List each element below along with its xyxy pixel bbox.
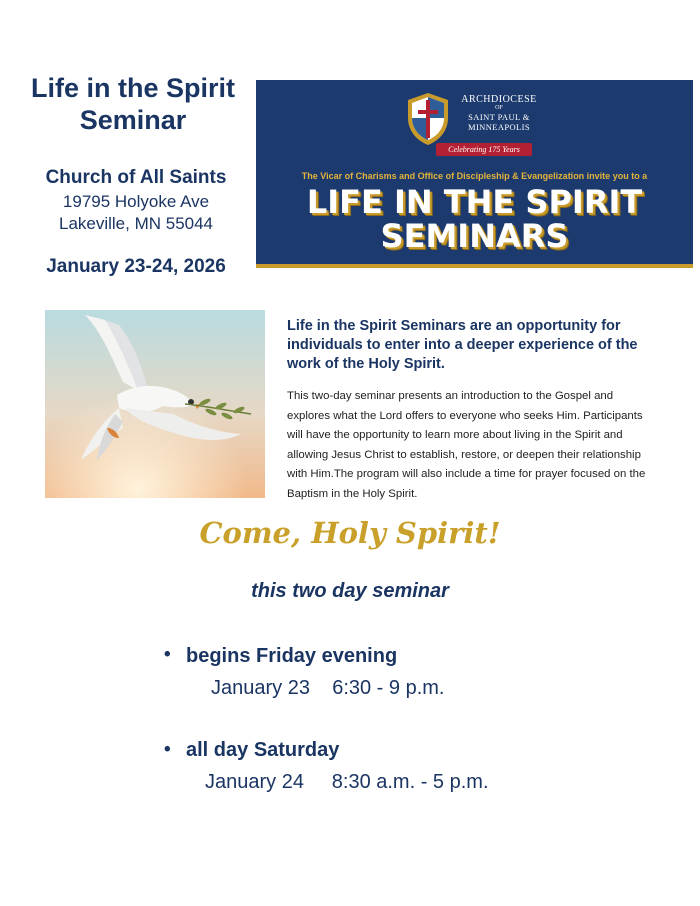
page-title <box>0 72 266 136</box>
dove-icon <box>45 310 265 498</box>
event-date: January 23-24, 2026 <box>46 256 226 277</box>
archdiocese-crest-icon <box>406 92 450 146</box>
archdiocese-name: ARCHDIOCESE OF SAINT PAUL & MINNEAPOLIS <box>461 94 537 132</box>
bullet-icon: • <box>164 644 171 665</box>
friday-hours: 6:30 - 9 p.m. <box>332 677 445 699</box>
address-line-1: 19795 Holyoke Ave <box>62 192 210 211</box>
schedule-item-saturday-time <box>205 769 489 795</box>
invitation-line: The Vicar of Charisms and Office of Discipleship & Evangelization invite you to a <box>301 171 648 181</box>
banner-headline-line-1: LIFE IN THE SPIRIT <box>306 183 643 221</box>
saturday-date: January 24 <box>205 771 304 793</box>
saturday-hours: 8:30 a.m. - 5 p.m. <box>331 771 489 793</box>
schedule-item-saturday-label: all day Saturday <box>186 739 340 761</box>
description-lead: Life in the Spirit Seminars are an opportunity for individuals to enter into a deeper experience of the work of the Holy Spirit. <box>287 318 638 372</box>
tagline: Come, Holy Spirit! <box>199 516 501 550</box>
title-line-1: Life in the Spirit <box>30 73 235 103</box>
schedule-item-friday-label: begins Friday evening <box>186 645 398 667</box>
schedule-item-friday-time <box>211 675 444 701</box>
address-line-2: Lakeville, MN 55044 <box>58 214 214 233</box>
description-body: This two-day seminar presents an introduction to the Gospel and explores what the Lord offers to everyone who seeks Him. Participants will have the opportunity to learn more about living in the Spirit and allowing Jesus Christ to establish, restore, or deepen their relationship with Him.The program will also include a time for prayer focused on the Baptism in the Holy Spirit. <box>287 390 646 500</box>
banner-headline-line-2: SEMINARS <box>380 217 569 255</box>
schedule-intro: this two day seminar <box>251 580 449 602</box>
friday-date: January 23 <box>211 677 310 699</box>
anniversary-ribbon: Celebrating 175 Years <box>436 143 532 156</box>
seminar-banner <box>256 80 693 268</box>
title-line-2: Seminar <box>79 105 187 135</box>
church-name: Church of All Saints <box>45 167 227 188</box>
bullet-icon: • <box>164 739 171 760</box>
